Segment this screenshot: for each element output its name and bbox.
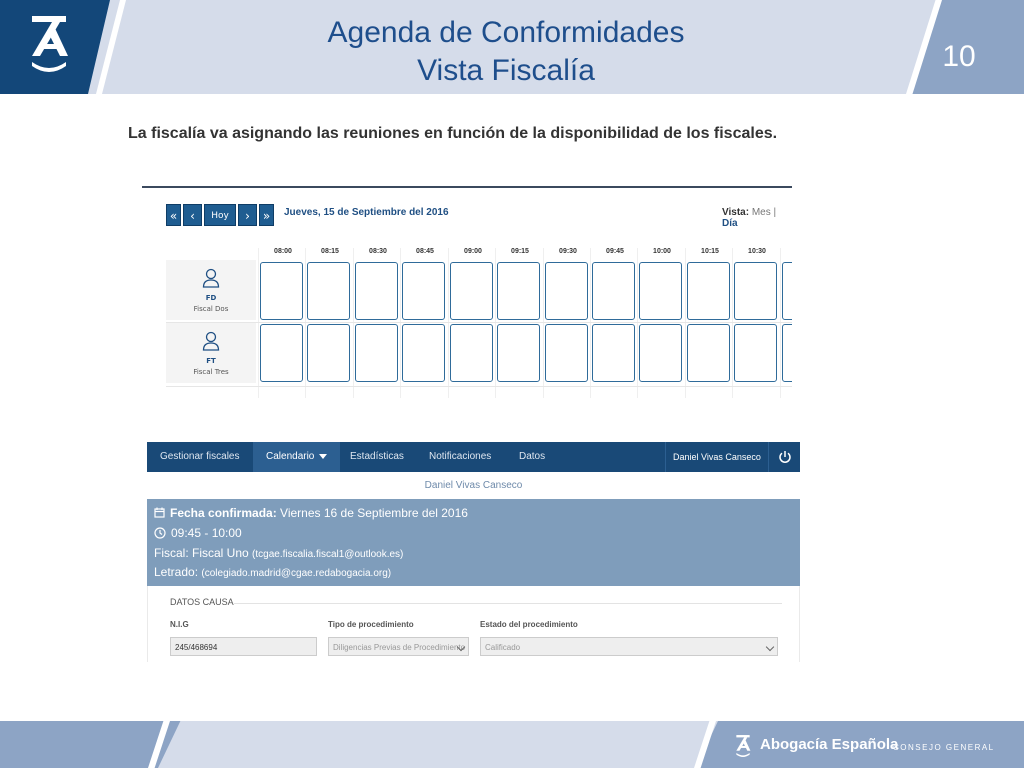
estado-select[interactable]	[480, 637, 778, 656]
intro-text: La fiscalía va asignando las reuniones en función de la disponibilidad de los fiscales.	[128, 125, 778, 142]
time-label: 09:45	[606, 248, 624, 255]
time-slot[interactable]	[260, 324, 303, 382]
time-slot[interactable]	[355, 262, 398, 320]
fiscal-label: Fiscal: Fiscal Uno	[154, 546, 249, 560]
user-icon	[202, 268, 220, 288]
datos-causa-form	[147, 586, 800, 662]
fiscal-email: (tcgae.fiscalia.fiscal1@outlook.es)	[252, 549, 404, 560]
footer-logo-icon	[734, 734, 752, 758]
letrado-line	[154, 565, 391, 579]
footer-brand: Abogacía Española	[760, 736, 899, 753]
nav-calendario-label: Calendario	[266, 451, 315, 462]
time-slot[interactable]	[260, 262, 303, 320]
view-switcher	[722, 207, 792, 229]
time-slot[interactable]	[782, 262, 792, 320]
time-label: 08:15	[321, 248, 339, 255]
view-separator: |	[773, 207, 777, 218]
fiscal-name: Fiscal Dos	[193, 305, 229, 313]
time-label: 08:45	[416, 248, 434, 255]
app-screenshot	[147, 442, 800, 662]
nav-user-name[interactable]: Daniel Vivas Canseco	[665, 442, 768, 472]
time-labels	[142, 248, 792, 260]
logout-button[interactable]	[768, 442, 800, 472]
nig-input[interactable]: 245/468694	[170, 637, 317, 656]
chevron-down-icon	[766, 643, 774, 651]
slide-title	[220, 14, 792, 90]
time-slot[interactable]	[545, 262, 588, 320]
first-page-button[interactable]: «	[166, 204, 181, 226]
tipo-value: Diligencias Previas de Procedimiento	[333, 643, 466, 652]
time-slot[interactable]	[450, 324, 493, 382]
form-section-title: DATOS CAUSA	[170, 597, 234, 607]
clock-icon	[154, 527, 166, 539]
nav-datos[interactable]: Datos	[519, 451, 546, 462]
confirmation-panel	[147, 499, 800, 586]
calendar-icon	[154, 507, 165, 518]
fiscal-code: FT	[206, 357, 216, 365]
time-label: 09:15	[511, 248, 529, 255]
footer-light-panel	[158, 721, 718, 768]
nav-estadisticas[interactable]: Estadísticas	[350, 451, 404, 462]
time-label: 10:00	[653, 248, 671, 255]
view-label: Vista:	[722, 207, 750, 218]
slide-title-line2: Vista Fiscalía	[417, 54, 595, 87]
time-slot[interactable]	[450, 262, 493, 320]
abogacia-logo-icon	[26, 14, 72, 74]
slot-row	[260, 322, 792, 382]
estado-value: Calificado	[485, 643, 521, 652]
time-slot[interactable]	[355, 324, 398, 382]
time-slot[interactable]	[497, 262, 540, 320]
form-title-divider	[234, 603, 782, 604]
letrado-label: Letrado:	[154, 565, 199, 579]
time-slot[interactable]	[402, 324, 445, 382]
fiscal-code: FD	[205, 294, 217, 302]
time-slot[interactable]	[497, 324, 540, 382]
calendar-date: Jueves, 15 de Septiembre del 2016	[284, 207, 449, 218]
fiscal-line	[154, 546, 403, 560]
slide-title-line1: Agenda de Conformidades	[327, 16, 685, 49]
time-label: 10:30	[748, 248, 766, 255]
user-name-bar: Daniel Vivas Canseco	[424, 480, 523, 491]
tipo-label: Tipo de procedimiento	[328, 620, 414, 629]
time-slot[interactable]	[402, 262, 445, 320]
time-line	[154, 526, 242, 540]
nav-gestionar-fiscales[interactable]: Gestionar fiscales	[160, 451, 240, 462]
caret-down-icon	[319, 454, 327, 459]
fiscal-row-header	[166, 260, 256, 320]
fecha-label: Fecha confirmada:	[170, 506, 277, 520]
nav-calendario[interactable]	[253, 442, 340, 472]
slot-row	[260, 260, 792, 320]
time-slot[interactable]	[545, 324, 588, 382]
time-slot[interactable]	[639, 324, 682, 382]
time-slot[interactable]	[592, 262, 635, 320]
letrado-email: (colegiado.madrid@cgae.redabogacia.org)	[201, 568, 392, 579]
time-label: 08:00	[274, 248, 292, 255]
time-slot[interactable]	[782, 324, 792, 382]
nav-notificaciones[interactable]: Notificaciones	[429, 451, 492, 462]
time-slot[interactable]	[687, 262, 730, 320]
top-nav	[147, 442, 800, 472]
grid-line	[258, 248, 259, 398]
calendar-screenshot	[142, 186, 792, 398]
time-label: 08:30	[369, 248, 387, 255]
fiscal-name: Fiscal Tres	[193, 368, 229, 376]
fecha-line	[154, 506, 468, 520]
next-button[interactable]: ›	[238, 204, 257, 226]
time-slot[interactable]	[734, 262, 777, 320]
time-value: 09:45 - 10:00	[171, 526, 242, 540]
last-page-button[interactable]: »	[259, 204, 274, 226]
nig-label: N.I.G	[170, 620, 189, 629]
power-icon	[778, 450, 792, 464]
time-slot[interactable]	[307, 262, 350, 320]
time-label: 09:00	[464, 248, 482, 255]
user-icon	[202, 331, 220, 351]
time-label: 10:15	[701, 248, 719, 255]
today-button[interactable]: Hoy	[204, 204, 236, 226]
estado-label: Estado del procedimiento	[480, 620, 578, 629]
time-slot[interactable]	[734, 324, 777, 382]
time-slot[interactable]	[639, 262, 682, 320]
view-month-link[interactable]: Mes	[751, 207, 771, 218]
time-slot[interactable]	[307, 324, 350, 382]
time-slot[interactable]	[687, 324, 730, 382]
view-day-link[interactable]: Día	[722, 218, 738, 229]
prev-button[interactable]: ‹	[183, 204, 202, 226]
footer-subtitle: CONSEJO GENERAL	[893, 743, 995, 752]
time-slot[interactable]	[592, 324, 635, 382]
time-label: 09:30	[559, 248, 577, 255]
fiscal-row-header	[166, 323, 256, 383]
tipo-select[interactable]	[328, 637, 469, 656]
row-separator	[166, 386, 792, 387]
fecha-value: Viernes 16 de Septiembre del 2016	[280, 506, 468, 520]
slide-number: 10	[942, 40, 976, 73]
